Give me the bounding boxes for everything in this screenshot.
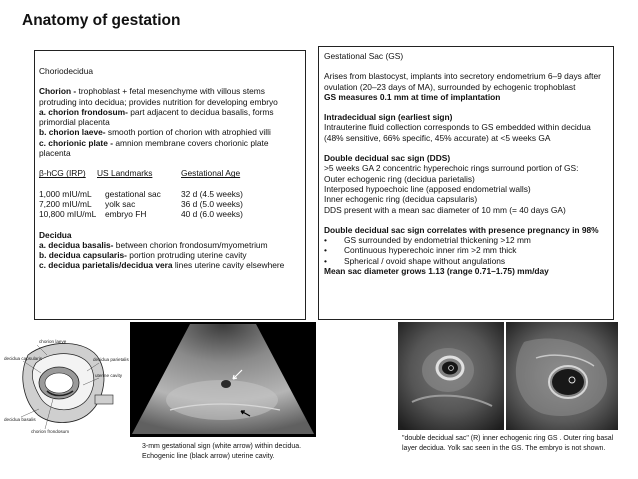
list-item: • Spherical / ovoid shape without angulations — [324, 255, 506, 266]
label-decidua-parietalis: decidua parietalis — [93, 357, 129, 362]
gestation-anatomy-diagram — [3, 333, 129, 436]
label-decidua-basalis: decidua basalis — [4, 417, 36, 422]
hcg-table-header: β-hCG (IRP) US Landmarks Gestational Age — [39, 168, 241, 179]
dds-heading: Double decidual sac sign (DDS) — [324, 153, 451, 164]
ids-text: Intrauterine fluid collection corresponds to GS embedded within decidua (48% sensitive, 66% specific, 45% accurate) at <5 weeks GA — [324, 122, 591, 143]
label-chorion-frondosum: chorion frondosum — [31, 429, 70, 434]
ultrasound-image-2 — [398, 322, 504, 430]
label-chorion-laeve: chorion laeve — [39, 339, 67, 344]
label-uterine-cavity: uterine cavity — [95, 373, 123, 378]
dds-line: DDS present with a mean sac diameter of 10 mm (= 40 days GA) — [324, 204, 566, 215]
correlation-section — [324, 225, 609, 276]
label-decidua-capsularis: decidua capsularis — [4, 356, 43, 361]
gs-text: Arises from blastocyst, implants into secretory endometrium 6–9 days after ovulation (20–23 days of MA), surrounded by echogenic trophoblast — [324, 71, 601, 92]
caption-double-decidual-sac: "double decidual sac" (R) inner echogenic ring GS . Outer ring basal layer decidua. Yolk sac seen in the GS. The embryo is not shown. — [402, 435, 614, 452]
gs-section — [324, 51, 609, 102]
choriodecidua-heading: Choriodecidua — [39, 66, 94, 76]
gestational-sac-box — [318, 46, 614, 320]
decidua-item: a. decidua basalis- between chorion frondosum/myometrium — [39, 239, 268, 250]
list-item: • Continuous hyperechoic inner rim >2 mm thick — [324, 245, 517, 256]
chorion-item: c. chorionic plate - amnion membrane covers chorionic plate placenta — [39, 137, 269, 159]
decidua-section — [39, 230, 301, 271]
dds-line: Outer echogenic ring (decidua parietalis) — [324, 173, 475, 184]
ultrasound-double-decidual-sac-2 — [506, 322, 618, 430]
decidua-heading: Decidua — [39, 229, 72, 240]
ultrasound-double-decidual-sac-1 — [398, 322, 504, 430]
chorion-item: b. chorion laeve- smooth portion of chorion with atrophied villi — [39, 127, 271, 138]
chorion-section — [39, 86, 301, 158]
correlation-heading: Double decidual sac sign correlates with presence pregnancy in 98% — [324, 224, 599, 235]
mean-sac-diameter: Mean sac diameter grows 1.13 (range 0.71–1.75) mm/day — [324, 266, 549, 277]
table-row: 1,000 mIU/mL gestational sac 32 d (4.5 weeks) — [39, 188, 243, 199]
dds-line: Inner echogenic ring (decidua capsularis) — [324, 194, 478, 205]
uterus-diagram-svg — [3, 333, 129, 436]
decidua-item: b. decidua capsularis- portion protruding uterine cavity — [39, 250, 247, 261]
page-title: Anatomy of gestation — [22, 12, 181, 29]
dds-line: Interposed hypoechoic line (apposed endometrial walls) — [324, 183, 531, 194]
hcg-table — [39, 168, 301, 219]
chorion-definition — [39, 86, 301, 107]
chorion-text: trophoblast + fetal mesenchyme with villous stems protruding into decidua; provides nutrition for developing embryo — [39, 86, 278, 107]
gs-size-note: GS measures 0.1 mm at time of implantation — [324, 91, 501, 102]
dds-section — [324, 153, 609, 215]
ultrasound-intradecidual-sign — [130, 322, 316, 437]
ids-heading: Intradecidual sign (earliest sign) — [324, 112, 453, 123]
caption-intradecidual: 3-mm gestational sign (white arrow) within decidua. Echogenic line (black arrow) uterine cavity. — [142, 443, 302, 460]
chorion-label: Chorion - — [39, 86, 77, 97]
ultrasound-image-3 — [506, 322, 618, 430]
dds-line: >5 weeks GA 2 concentric hyperechoic rings surround portion of GS: — [324, 163, 579, 174]
ultrasound-image-1 — [130, 322, 316, 437]
choriodecidua-box — [34, 50, 306, 320]
chorion-item: a. chorion frondosum- part adjacent to decidua basalis, forms primordial placenta — [39, 106, 274, 128]
table-row: 10,800 mIU/mL embryo FH 40 d (6.0 weeks) — [39, 209, 243, 220]
table-row: 7,200 mIU/mL yolk sac 36 d (5.0 weeks) — [39, 198, 243, 209]
gs-heading: Gestational Sac (GS) — [324, 51, 404, 61]
decidua-item: c. decidua parietalis/decidua vera lines uterine cavity elsewhere — [39, 260, 285, 271]
list-item: • GS surrounded by endometrial thickening >12 mm — [324, 235, 531, 246]
ids-section — [324, 112, 609, 143]
